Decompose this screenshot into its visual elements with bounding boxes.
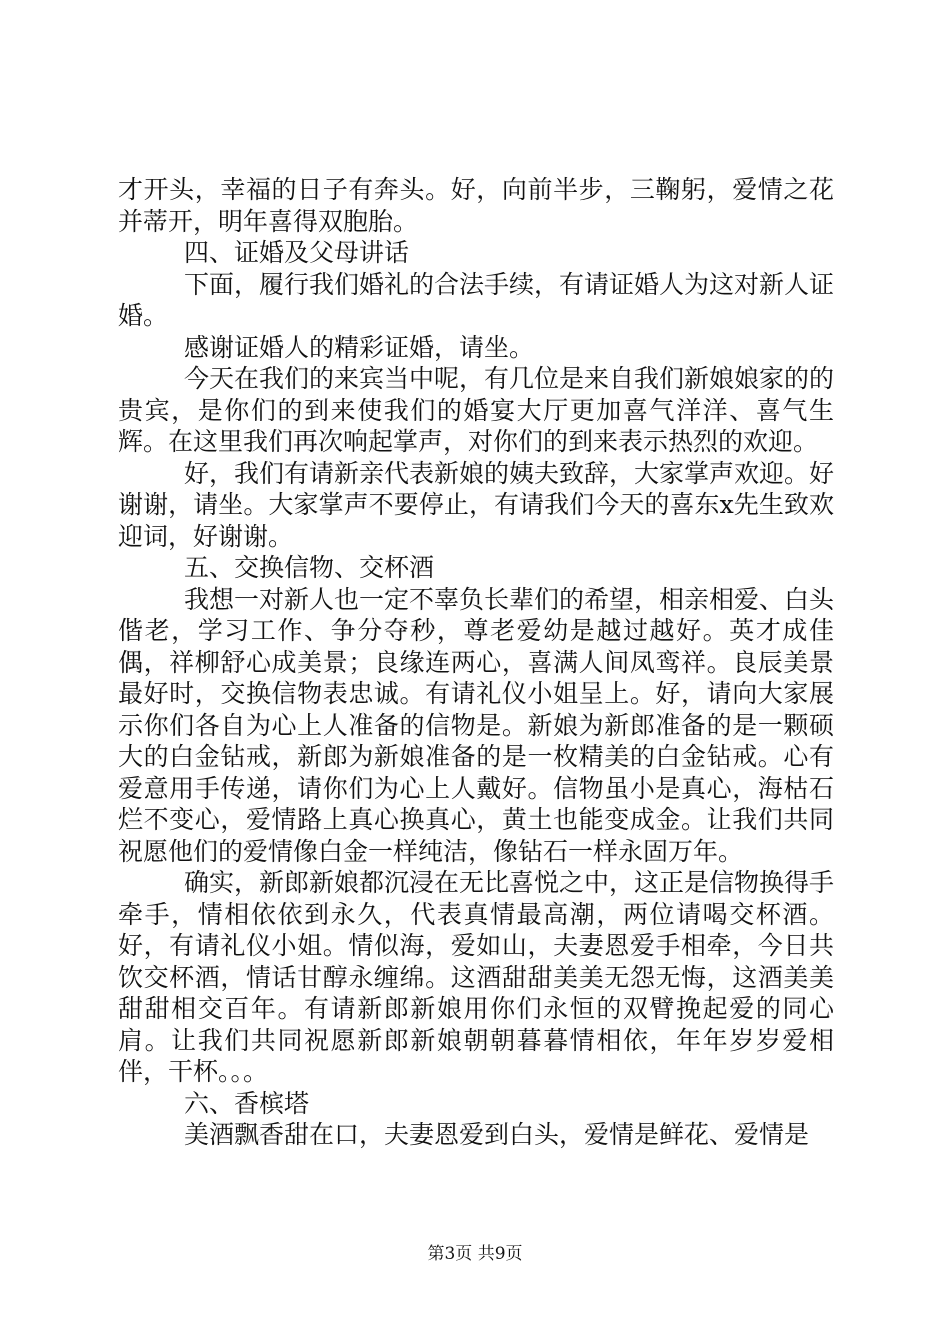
page-number: 第3页 共9页 <box>427 1244 523 1264</box>
section-heading-5: 五、交换信物、交杯酒 <box>184 553 435 582</box>
paragraph: 下面，履行我们婚礼的合法手续，有请证婚人为这对新人证婚。 <box>118 269 835 330</box>
section-heading-6: 六、香槟塔 <box>184 1088 310 1118</box>
paragraph: 感谢证婚人的精彩证婚，请坐。 <box>184 332 535 362</box>
paragraph: 确实，新郎新娘都沉浸在无比喜悦之中，这正是信物换得手牵手，情相依依到永久，代表真情最高潮，两位请喝交杯酒。好，有请礼仪小姐。情似海，爱如山，夫妻恩爱手相牵，今日共饮交杯酒，情话甘醇永缠绵。这酒甜甜美美无怨无悔，这酒美美甜甜相交百年。有请新郎新娘用你们永恒的双臂挽起爱的同心肩。让我们共同祝愿新郎新娘朝朝暮暮情相依，年年岁岁爱相伴，干杯。。。 <box>118 868 835 1086</box>
paragraph: 好，我们有请新亲代表新娘的姨夫致辞，大家掌声欢迎。好谢谢，请坐。大家掌声不要停止，有请我们今天的喜东x先生致欢迎词，好谢谢。 <box>118 458 835 551</box>
paragraph: 美酒飘香甜在口，夫妻恩爱到白头，爱情是鲜花、爱情是 <box>184 1120 810 1149</box>
paragraph: 今天在我们的来宾当中呢，有几位是来自我们新娘娘家的的贵宾，是你们的到来使我们的婚宴大厅更加喜气洋洋、喜气生辉。在这里我们再次响起掌声，对你们的到来表示热烈的欢迎。 <box>118 364 835 456</box>
document-body <box>118 174 834 1151</box>
paragraph: 我想一对新人也一定不辜负长辈们的希望，相亲相爱、白头偕老，学习工作、争分夺秒，尊老爱幼是越过越好。英才成佳偶，祥柳舒心成美景；良缘连两心，喜满人间凤鸾祥。良辰美景最好时，交换信物表忠诚。有请礼仪小姐呈上。好，请向大家展示你们各自为心上人准备的信物是。新娘为新郎准备的是一颗硕大的白金钻戒，新郎为新娘准备的是一枚精美的白金钻戒。心有爱意用手传递，请你们为心上人戴好。信物虽小是真心，海枯石烂不变心，爱情路上真心换真心，黄土也能变成金。让我们共同祝愿他们的爱情像白金一样纯洁，像钻石一样永固万年。 <box>118 584 835 866</box>
paragraph-continuation: 才开头，幸福的日子有奔头。好，向前半步，三鞠躬，爱情之花并蒂开，明年喜得双胞胎。 <box>118 175 834 236</box>
section-heading-4: 四、证婚及父母讲话 <box>184 238 410 267</box>
